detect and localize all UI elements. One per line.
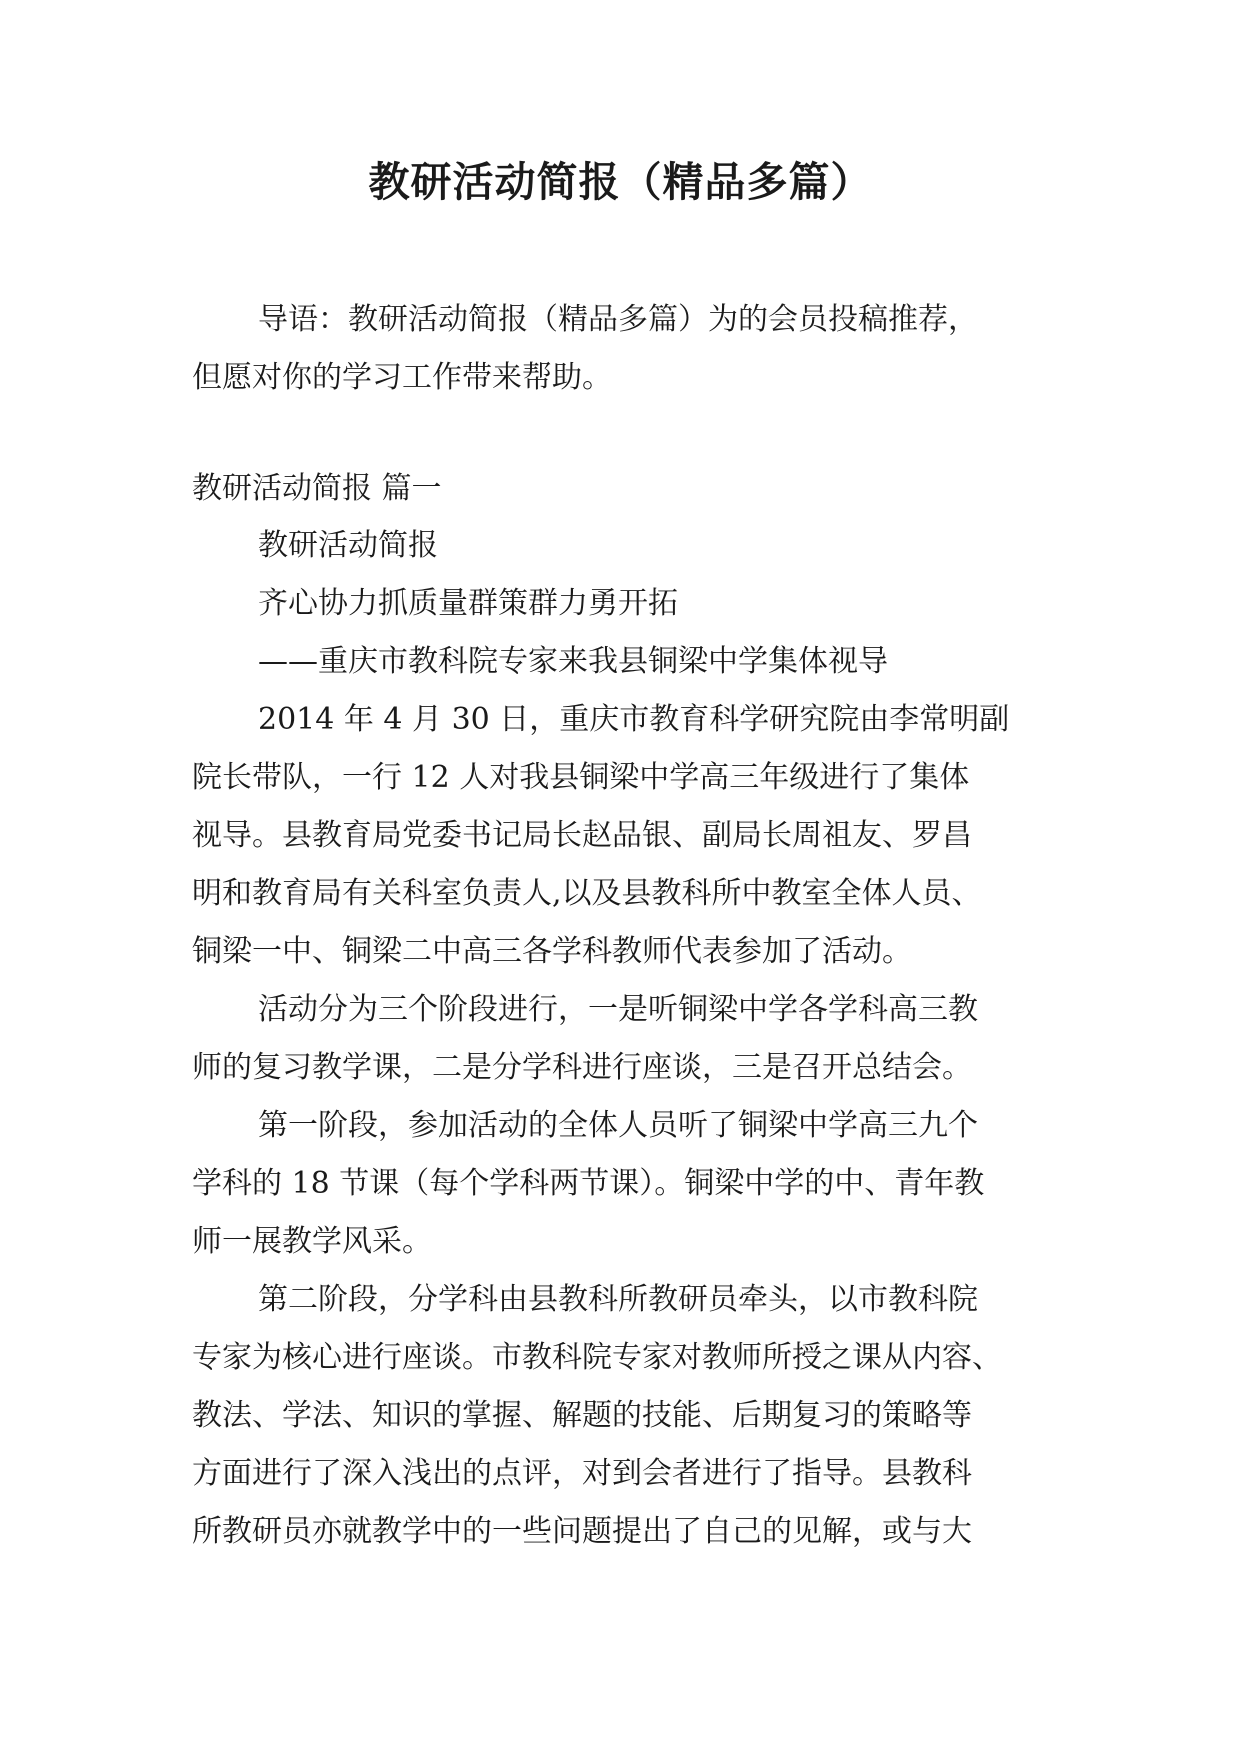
intro-line: 导语：教研活动简报（精品多篇）为的会员投稿推荐，: [258, 302, 978, 337]
intro-line: 但愿对你的学习工作带来帮助。: [192, 360, 612, 395]
paragraph-line: 所教研员亦就教学中的一些问题提出了自己的见解，或与大: [192, 1514, 972, 1549]
section-heading: 教研活动简报 篇一: [192, 471, 442, 506]
paragraph-line: 明和教育局有关科室负责人,以及县教科所中教室全体人员、: [192, 876, 982, 911]
paragraph-line: 第二阶段，分学科由县教科所教研员牵头，以市教科院: [258, 1282, 978, 1317]
paragraph-line: 师一展教学风采。: [192, 1224, 432, 1259]
paragraph-line: ——重庆市教科院专家来我县铜梁中学集体视导: [258, 644, 888, 679]
paragraph-line: 院长带队，一行 12 人对我县铜梁中学高三年级进行了集体: [192, 760, 970, 795]
paragraph-line: 教法、学法、知识的掌握、解题的技能、后期复习的策略等: [192, 1398, 972, 1433]
paragraph-line: 方面进行了深入浅出的点评，对到会者进行了指导。县教科: [192, 1456, 972, 1491]
paragraph-line: 铜梁一中、铜梁二中高三各学科教师代表参加了活动。: [192, 934, 912, 969]
paragraph-line: 活动分为三个阶段进行，一是听铜梁中学各学科高三教: [258, 992, 978, 1027]
paragraph-line: 第一阶段，参加活动的全体人员听了铜梁中学高三九个: [258, 1108, 978, 1143]
paragraph-line: 师的复习教学课，二是分学科进行座谈，三是召开总结会。: [192, 1050, 972, 1085]
paragraph-line: 教研活动简报: [258, 528, 438, 563]
paragraph-line: 学科的 18 节课（每个学科两节课）。铜梁中学的中、青年教: [192, 1166, 985, 1201]
page-title: 教研活动简报（精品多篇）: [368, 158, 873, 206]
paragraph-line: 视导。县教育局党委书记局长赵品银、副局长周祖友、罗昌: [192, 818, 972, 853]
paragraph-line: 专家为核心进行座谈。市教科院专家对教师所授之课从内容、: [192, 1340, 1002, 1375]
paragraph-line: 2014 年 4 月 30 日，重庆市教育科学研究院由李常明副: [258, 702, 1010, 737]
paragraph-line: 齐心协力抓质量群策群力勇开拓: [258, 586, 678, 621]
